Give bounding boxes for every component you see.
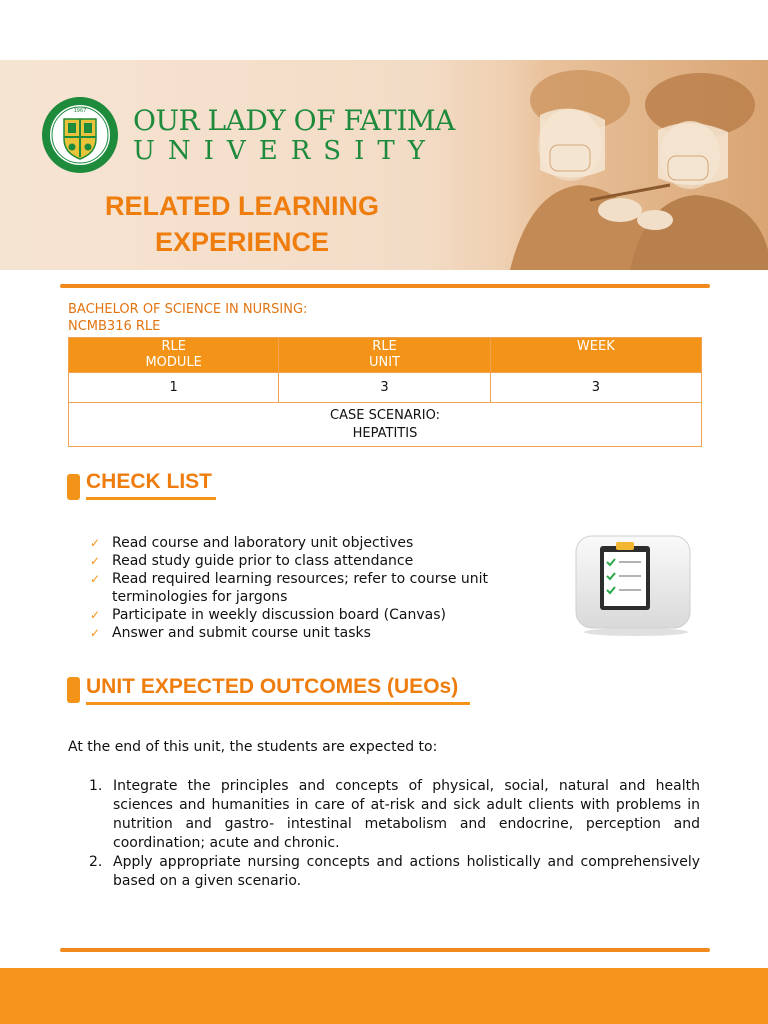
item-text: Integrate the principles and concepts of physical, social, natural and health sciences and humanities in care of at-risk and sick adult clients with problems in nutrition and gastro- intestinal metabolism and endocrine, perception and coordination; acute and chronic. [113,778,700,851]
item-number: 2. [89,854,103,870]
item-text: Apply appropriate nursing concepts and actions holistically and comprehensively based on a given scenario. [113,854,700,889]
section-marker [67,677,80,703]
clipboard-checklist-icon [572,532,694,636]
list-item: ✓ Read required learning resources; refer to course unit terminologies for jargons [90,571,489,605]
outcomes-list [88,777,700,891]
svg-text:1967: 1967 [73,108,87,114]
check-icon: ✓ [90,554,101,568]
list-item [88,777,700,853]
case-row [69,403,702,447]
case-label: CASE SCENARIO: [330,407,440,423]
case-value: HEPATITIS [352,425,418,441]
checklist-heading: CHECK LIST [86,470,212,493]
header-rle-unit: RLE UNIT [279,338,490,373]
university-subtitle: UNIVERSITY [133,136,438,166]
course-code: NCMB316 RLE [68,319,161,334]
list-item [88,853,700,891]
program-name: BACHELOR OF SCIENCE IN NURSING: [68,302,308,317]
document-title [62,188,422,260]
check-icon: ✓ [90,536,101,550]
case-scenario-cell [69,403,702,447]
university-seal-logo [40,95,120,175]
value-module: 1 [69,373,279,403]
outcomes-intro: At the end of this unit, the students are expected to: [68,739,438,755]
check-icon: ✓ [90,608,101,622]
program-info [68,301,307,335]
list-item: ✓ Read course and laboratory unit objectives [90,535,414,551]
table-row [69,373,702,403]
check-icon: ✓ [90,572,101,586]
heading-underline [86,497,216,500]
list-item: ✓ Participate in weekly discussion board (Canvas) [90,607,446,623]
item-number: 1. [89,778,103,794]
list-item: ✓ Read study guide prior to class attendance [90,553,414,569]
list-item: ✓ Answer and submit course unit tasks [90,625,371,641]
divider-bottom [60,948,710,952]
outcomes-heading: UNIT EXPECTED OUTCOMES (UEOs) [86,675,459,698]
divider-top [60,284,710,288]
checklist [88,534,528,642]
header-week: WEEK [490,338,701,373]
header-rle-module: RLE MODULE [69,338,279,373]
rle-info-table [68,337,702,447]
university-name: OUR LADY OF FATIMA [133,104,455,137]
section-marker [67,474,80,500]
surgeons-photo [470,60,768,270]
check-icon: ✓ [90,626,101,640]
table-header-row [69,338,702,373]
value-week: 3 [490,373,701,403]
value-unit: 3 [279,373,490,403]
heading-underline [86,702,470,705]
footer-band [0,968,768,1024]
title-line-2: EXPERIENCE [154,227,330,257]
title-line-1: RELATED LEARNING [105,191,379,221]
header-banner [0,60,768,270]
